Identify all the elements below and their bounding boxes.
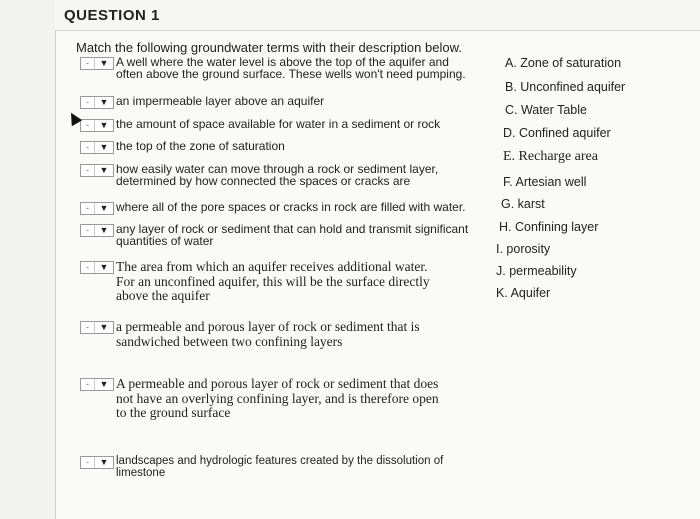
option-label: K. Aquifer [496,286,551,300]
item-description [116,201,466,213]
item-description [116,455,443,479]
item-description [116,118,440,130]
chevron-down-icon: ▼ [99,262,109,272]
item-description [116,320,420,349]
desc-line: A well where the water level is above the top of the aquifer and [116,55,449,69]
select-empty-value: - [81,322,95,333]
chevron-down-icon: ▼ [99,322,109,332]
select-empty-value: - [81,379,95,390]
desc-line: For an unconfined aquifer, this will be the surface directly [116,273,430,289]
answer-select[interactable] [80,202,114,215]
item-description [116,95,324,107]
select-empty-value: - [81,225,95,236]
desc-line: quantities of water [116,234,214,248]
answer-select[interactable] [80,57,114,70]
item-description [116,140,285,152]
select-empty-value: - [81,58,95,69]
match-item [80,377,439,421]
desc-line: above the aquifer [116,288,210,303]
select-empty-value: - [81,120,95,131]
chevron-down-icon: ▼ [99,203,109,213]
answer-select[interactable] [80,96,114,109]
answer-select[interactable] [80,164,114,177]
chevron-down-icon: ▼ [99,165,109,175]
select-empty-value: - [81,142,95,153]
desc-line: The area from which an aquifer receives additional water. [116,259,428,274]
match-item [80,260,430,304]
match-item [80,455,443,479]
select-empty-value: - [81,262,95,273]
match-item [80,95,324,109]
answer-select[interactable] [80,456,114,469]
desc-line: a permeable and porous layer of rock or sediment that is [116,319,420,334]
match-item [80,140,285,154]
option-label: E. Recharge area [503,149,598,164]
answer-select[interactable] [80,224,114,237]
desc-line: the top of the zone of saturation [116,139,285,153]
desc-line: the amount of space available for water in a sediment or rock [116,117,441,131]
item-description [116,56,466,80]
match-item [80,56,466,80]
option-label: D. Confined aquifer [503,126,611,140]
chevron-down-icon: ▼ [99,379,109,389]
desc-line: to the ground surface [116,405,231,420]
select-empty-value: - [81,203,95,214]
match-item [80,223,468,247]
desc-line: not have an overlying confining layer, and is therefore open [116,390,439,406]
desc-line: A permeable and porous layer of rock or sediment that does [116,376,439,391]
desc-line: limestone [116,467,166,479]
desc-line: determined by how connected the spaces or cracks are [116,174,411,188]
chevron-down-icon: ▼ [99,142,109,152]
match-item [80,118,440,132]
answer-select[interactable] [80,141,114,154]
item-description [116,223,468,247]
option-label: H. Confining layer [499,220,599,234]
answer-select[interactable] [80,378,114,391]
match-item [80,163,438,187]
option-label: F. Artesian well [503,175,587,189]
select-empty-value: - [81,165,95,176]
item-description [116,163,438,187]
option-label: I. porosity [496,242,551,256]
desc-line: where all of the pore spaces or cracks in rock are filled with water. [116,200,466,214]
select-empty-value: - [81,457,95,468]
option-label: J. permeability [496,264,577,278]
desc-line: how easily water can move through a rock or sediment layer, [116,162,439,176]
instructions-text: Match the following groundwater terms with their description below. [76,40,462,55]
select-empty-value: - [81,97,95,108]
chevron-down-icon: ▼ [99,58,109,68]
answer-select[interactable] [80,261,114,274]
desc-line: any layer of rock or sediment that can hold and transmit significant [116,222,469,236]
desc-line: often above the ground surface. These wells won't need pumping. [116,67,466,81]
desc-line: an impermeable layer above an aquifer [116,94,325,108]
match-item [80,320,420,349]
chevron-down-icon: ▼ [99,225,109,235]
answer-select[interactable] [80,119,114,132]
option-label: B. Unconfined aquifer [505,80,626,94]
option-label: A. Zone of saturation [505,56,622,70]
desc-line: landscapes and hydrologic features created by the dissolution of [116,455,444,467]
question-title: QUESTION 1 [64,7,160,24]
chevron-down-icon: ▼ [99,120,109,130]
answer-select[interactable] [80,321,114,334]
item-description [116,377,439,421]
option-label: G. karst [501,197,545,211]
chevron-down-icon: ▼ [99,97,109,107]
chevron-down-icon: ▼ [99,457,109,467]
match-item [80,201,466,215]
item-description [116,260,430,304]
option-label: C. Water Table [505,103,587,117]
desc-line: sandwiched between two confining layers [116,333,343,349]
